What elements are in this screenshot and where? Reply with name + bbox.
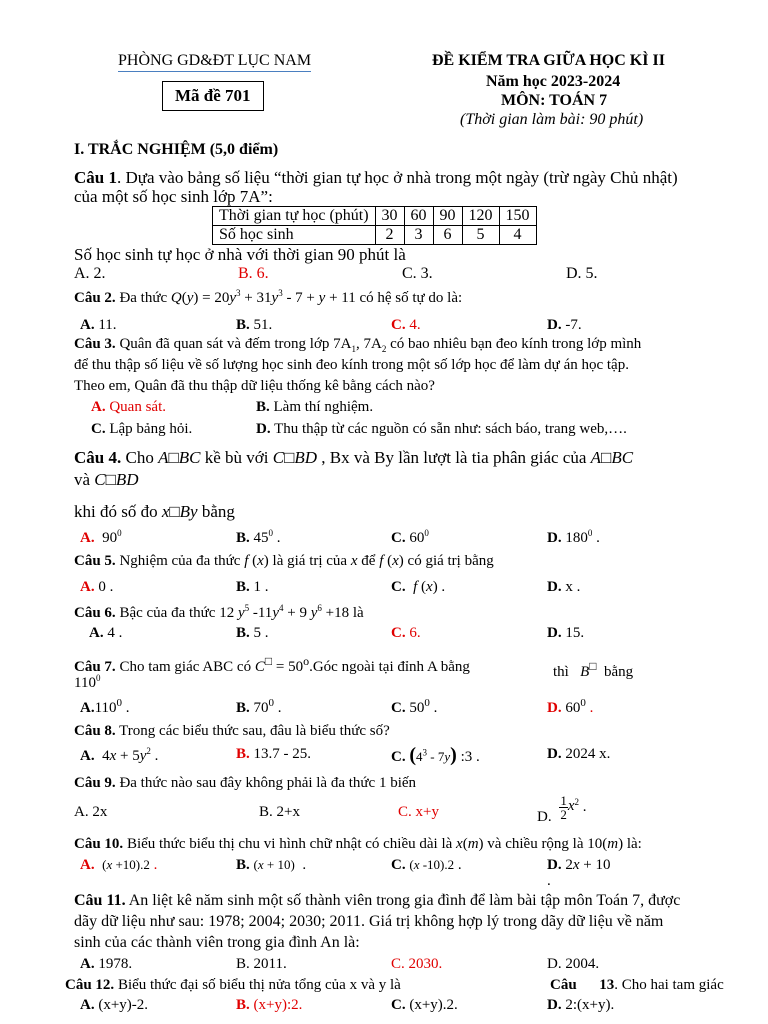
q4-option-d: D. $180^0$ . — [547, 528, 600, 546]
q2-option-a: A. 11. — [80, 317, 117, 333]
q3-line2: để thu thập số liệu về số lượng học sinh đeo kính trong một số lớp học để làm dự án học tập. — [74, 357, 629, 373]
q10-option-b: B. (x + 10) . — [236, 857, 307, 873]
q6-option-b: B. 5 . — [236, 625, 269, 641]
table-cell: Số học sinh — [213, 226, 376, 245]
q1-option-d: D. 5. — [566, 265, 598, 282]
q6-option-c: C. 6. — [391, 625, 421, 641]
q1-line1: Câu 1. Dựa vào bảng số liệu “thời gian tự học ở nhà trong một ngày (trừ ngày Chủ nhật) — [74, 168, 678, 187]
q5-option-c: C. f (x) . — [391, 579, 446, 595]
table-cell: 30 — [375, 207, 404, 226]
q5-option-a: A. 0 . — [80, 579, 114, 595]
q10-option-a: A. (x +10).2 . — [80, 857, 158, 873]
exam-title: ĐỀ KIỂM TRA GIỮA HỌC KÌ II — [432, 52, 665, 69]
q7-angle-value: $110^0$ — [74, 673, 101, 691]
q2-question: Câu 2. Đa thức $Q(y) = 20y^3 + 31y^3 - 7 + y + 11$ có hệ số tự do là: — [74, 288, 463, 306]
q9-question: Câu 9. Đa thức nào sau đây không phải là đa thức 1 biến — [74, 775, 417, 791]
q5-question: Câu 5. Nghiệm của đa thức f (x) là giá trị của x để f (x) có giá trị bằng — [74, 553, 494, 569]
q8-option-c: C. $(4^3 - 7y)$ :3 . — [391, 744, 480, 766]
q11-option-d: D. 2004. — [547, 956, 600, 972]
q10-option-c: C. (x -10).2 . — [391, 857, 462, 873]
exam-code-box: Mã đề 701 — [162, 81, 264, 111]
q4-option-b: B. $45^0$ . — [236, 528, 281, 546]
q7-question: Câu 7. Cho tam giác ABC có $C^□ = 50^o.Góc$ ngoài tại đỉnh A bằng — [74, 654, 470, 675]
q12-option-c: C. (x+y).2. — [391, 997, 458, 1013]
q1-option-c: C. 3. — [402, 265, 433, 282]
q1-option-b: B. 6. — [238, 265, 269, 282]
q9-option-b: B. 2+x — [259, 804, 300, 820]
q9-option-d: D. $\frac{1}{2}$ $x^2$ . — [537, 793, 587, 825]
table-row — [213, 226, 537, 245]
q11-line2: dãy dữ liệu như sau: 1978; 2004; 2030; 2011. Giá trị không hợp lý trong dãy dữ liệu về năm — [74, 913, 664, 930]
q7-option-a: A.110$^0$ . — [80, 697, 130, 716]
table-cell: 150 — [499, 207, 536, 226]
q12-option-b: B. (x+y):2. — [236, 997, 303, 1013]
table-cell: 90 — [433, 207, 462, 226]
q6-option-a: A. 4 . — [89, 625, 123, 641]
q6-question: Câu 6. Bậc của đa thức 12 $y^5$ $-11y^4 + 9$ $y^6 +18$ là — [74, 603, 364, 621]
q7-option-c: C. $50^0$ . — [391, 697, 438, 716]
q3-option-c: C. Lập bảng hỏi. — [91, 421, 193, 437]
q1-data-table — [212, 206, 537, 245]
q4-line1: Câu 4. Cho A□BC kề bù với C□BD , Bx và By lần lượt là tia phân giác của A□BC — [74, 448, 634, 467]
q4-option-c: C. $60^0$ — [391, 528, 429, 546]
q1-question: Số học sinh tự học ở nhà với thời gian 90 phút là — [74, 245, 406, 264]
q10-trailing-dot: . — [547, 873, 551, 889]
q7-then-text: thì B□ bằng — [553, 659, 634, 680]
table-cell: 3 — [404, 226, 433, 245]
q10-question: Câu 10. Biểu thức biểu thị chu vi hình chữ nhật có chiều dài là x(m) và chiều rộng là 10(m) là: — [74, 836, 642, 852]
q9-option-a: A. 2x — [74, 804, 108, 820]
q2-option-b: B. 51. — [236, 317, 273, 333]
department-name: PHÒNG GD&ĐT LỤC NAM — [118, 52, 311, 72]
q8-option-d: D. 2024 x. — [547, 746, 611, 762]
q6-option-d: D. 15. — [547, 625, 585, 641]
q5-option-d: D. x . — [547, 579, 581, 595]
table-cell: 2 — [375, 226, 404, 245]
q7-option-d: D. $60^0$ . — [547, 697, 594, 716]
exam-duration: (Thời gian làm bài: 90 phút) — [460, 111, 644, 128]
table-cell: 6 — [433, 226, 462, 245]
q7-option-b: B. $70^0$ . — [236, 697, 282, 716]
q4-option-a: A. $90^0$ — [80, 528, 122, 546]
q3-option-b: B. Làm thí nghiệm. — [256, 399, 374, 415]
table-cell: 120 — [462, 207, 499, 226]
table-cell: Thời gian tự học (phút) — [213, 207, 376, 226]
subject: MÔN: TOÁN 7 — [501, 92, 608, 109]
q13-question-start: Câu 13. Cho hai tam giác — [550, 977, 724, 993]
table-row — [213, 207, 537, 226]
table-cell: 4 — [499, 226, 536, 245]
q11-line3: sinh của các thành viên trong gia đình An là: — [74, 934, 360, 951]
q8-option-b: B. 13.7 - 25. — [236, 746, 312, 762]
q8-question: Câu 8. Trong các biểu thức sau, đâu là biểu thức số? — [74, 723, 390, 739]
section-title: I. TRẮC NGHIỆM (5,0 điểm) — [74, 141, 279, 158]
q3-line3: Theo em, Quân đã thu thập dữ liệu thống kê bằng cách nào? — [74, 378, 435, 394]
q3-option-d: D. Thu thập từ các nguồn có sẵn như: sách báo, trang web,…. — [256, 421, 627, 437]
q11-option-a: A. 1978. — [80, 956, 133, 972]
q11-option-c: C. 2030. — [391, 956, 443, 972]
table-cell: 60 — [404, 207, 433, 226]
q12-question: Câu 12. Biểu thức đại số biểu thị nửa tổng của x và y là — [65, 977, 401, 993]
q5-option-b: B. 1 . — [236, 579, 269, 595]
q11-option-b: B. 2011. — [236, 956, 287, 972]
school-year: Năm học 2023-2024 — [486, 73, 621, 90]
q12-option-a: A. (x+y)-2. — [80, 997, 149, 1013]
q4-line3: khi đó số đo x□By bằng — [74, 502, 235, 521]
q1-option-a: A. 2. — [74, 265, 106, 282]
q12-option-d: D. 2:(x+y). — [547, 997, 615, 1013]
table-cell: 5 — [462, 226, 499, 245]
q3-line1: Câu 3. Quân đã quan sát và đếm trong lớp $7A_1$, $7A_2$ có bao nhiêu bạn đeo kính trong lớp mình — [74, 336, 642, 354]
q1-line2: của một số học sinh lớp 7A”: — [74, 187, 273, 206]
q2-option-d: D. -7. — [547, 317, 582, 333]
q4-line2: và C□BD — [74, 470, 139, 489]
q9-option-c: C. x+y — [398, 804, 439, 820]
q10-option-d: D. 2x + 10 — [547, 857, 611, 873]
q3-option-a: A. Quan sát. — [91, 399, 166, 415]
q2-option-c: C. 4. — [391, 317, 421, 333]
q8-option-a: A. $4x + 5y^2$ . — [80, 746, 159, 764]
q11-line1: Câu 11. An liệt kê năm sinh một số thành viên trong gia đình để làm bài tập môn Toán 7, được — [74, 892, 681, 909]
